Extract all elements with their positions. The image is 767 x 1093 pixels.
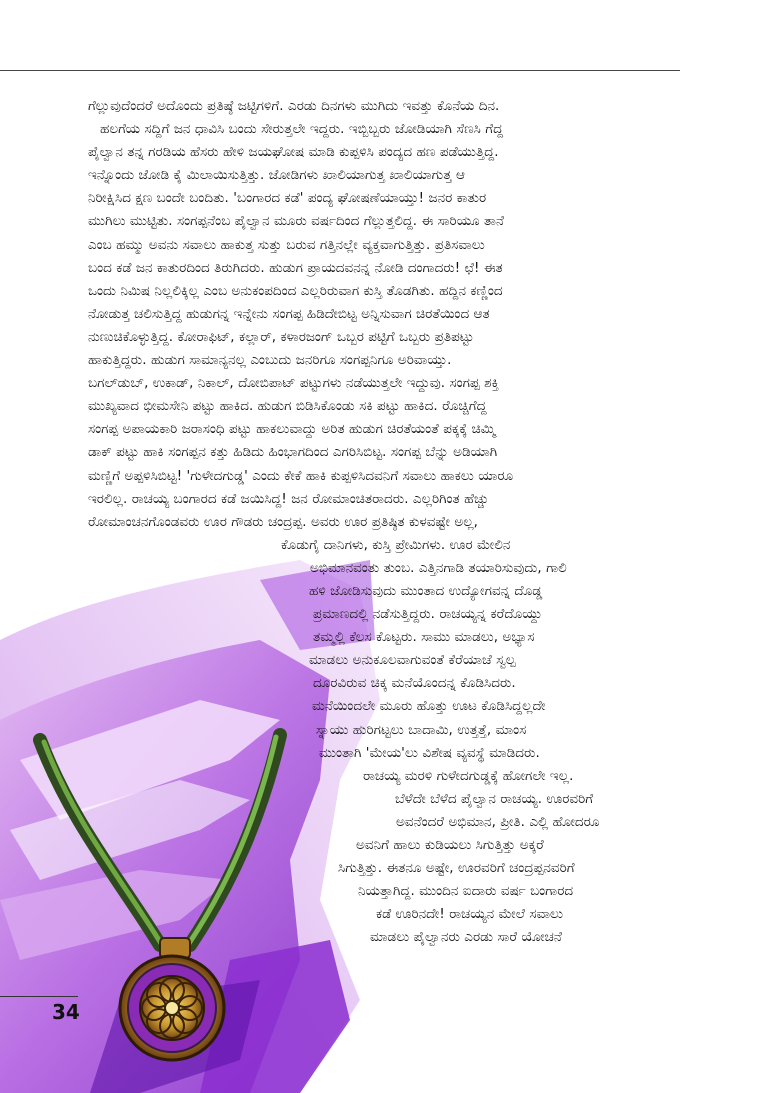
text-line: ಮುಗಿಲು ಮುಟ್ಟಿತು. ಸಂಗಪ್ಪನೆಂಬ ಪೈಲ್ವಾನ ಮೂರು ವರ್ಷದಿಂದ ಗೆಲ್ಲುತ್ತಲಿದ್ದ. ಈ ಸಾರಿಯೂ ತಾನೆ [88, 214, 505, 230]
text-line: ಅಭಿಮಾನವಂತು ತುಂಬ. ಎತ್ತಿನಗಾಡಿ ತಯಾರಿಸುವುದು, ಗಾಲಿ [310, 560, 567, 576]
text-line: ಕೊಡುಗೈ ದಾನಿಗಳು, ಕುಸ್ತಿ ಪ್ರೇಮಿಗಳು. ಊರ ಮೇಲಿನ [281, 537, 511, 553]
text-line: ಸ್ನಾಯು ಹುರಿಗಟ್ಟಲು ಬಾದಾಮಿ, ಉತ್ತತ್ತೆ, ಮಾಂಸ [316, 722, 527, 738]
text-line: ನೋಡುತ್ತ ಚಲಿಸುತ್ತಿದ್ದ ಹುಡುಗನ್ನ ಇನ್ನೇನು ಸಂಗಪ್ಪ ಹಿಡಿದೇಬಿಟ್ಟ ಅನ್ನಿಸುವಾಗ ಚಿರತೆಯಿಂದ ಆತ [88, 306, 490, 322]
page-number-rule [0, 996, 78, 997]
text-line: ದೂರವಿರುವ ಚಿಕ್ಕ ಮನೆಯೊಂದನ್ನ ಕೊಡಿಸಿದರು. [313, 676, 516, 692]
text-line: ಮಾಡಲು ಪೈಲ್ವಾನರು ಎರಡು ಸಾರೆ ಯೋಚನೆ [370, 930, 563, 946]
text-line: ನಿಯತ್ತಾಗಿದ್ದ. ಮುಂದಿನ ಐದಾರು ವರ್ಷ ಬಂಗಾರದ [358, 884, 574, 900]
text-line: ನಿರೀಕ್ಷಿಸಿದ ಕ್ಷಣ ಬಂದೇ ಬಂದಿತು. 'ಬಂಗಾರದ ಕಡೆ' ಪಂದ್ಯ ಘೋಷಣೆಯಾಯ್ತು! ಜನರ ಕಾತುರ [88, 191, 487, 207]
text-line: ನುಣುಚಿಕೊಳ್ಳುತ್ತಿದ್ದ. ಕೋರಾಫಿಟ್, ಕಲ್ಲಾರ್, ಕಳಾರಜಂಗ್ ಒಬ್ಬರ ಪಟ್ಟಿಗೆ ಒಬ್ಬರು ಪ್ರತಿಪಟ್ಟು [88, 329, 474, 345]
text-line: ಮನೆಯಿಂದಲೇ ಮೂರು ಹೊತ್ತು ಊಟ ಕೊಡಿಸಿದ್ದಲ್ಲದೇ [312, 699, 546, 715]
text-line: ಅವನಿಗೆ ಹಾಲು ಕುಡಿಯಲು ಸಿಗುತ್ತಿತ್ತು ಅಕ್ಕರೆ [356, 838, 544, 853]
text-line: ತಮ್ಮಲ್ಲಿ ಕೆಲಸ ಕೊಟ್ಟರು. ಸಾಮು ಮಾಡಲು, ಅಭ್ಯಾಸ [313, 630, 535, 646]
text-line: ರಾಚಯ್ಯ ಮರಳಿ ಗುಳೇದಗುಡ್ಡಕ್ಕೆ ಹೋಗಲೇ ಇಲ್ಲ. [363, 768, 574, 784]
text-line: ಗೆಲ್ಲುವುದೆಂದರೆ ಅದೊಂದು ಪ್ರತಿಷ್ಠೆ ಜಟ್ಟಿಗಳಿಗೆ. ಎರಡು ದಿನಗಳು ಮುಗಿದು ಇವತ್ತು ಕೊನೆಯ ದಿನ. [88, 99, 500, 114]
text-line: ಬಂದ ಕಡೆ ಜನ ಕಾತುರದಿಂದ ತಿರುಗಿದರು. ಹುಡುಗ ಪ್ರಾಯದವನನ್ನ ನೋಡಿ ದಂಗಾದರು! ಛೆ! ಈತ [88, 260, 503, 276]
text-line: ಬಗಲ್‌ಡುಬ್, ಉಕಾಡ್, ನಿಕಾಲ್, ದೋಬಿಪಾಟ್ ಪಟ್ಟುಗಳು ನಡೆಯುತ್ತಲೇ ಇದ್ದುವು. ಸಂಗಪ್ಪ ಶಕ್ತಿ [88, 376, 500, 392]
text-line: ಕಡೆ ಊರಿನದೇ! ರಾಚಯ್ಯನ ಮೇಲೆ ಸವಾಲು [376, 907, 564, 923]
text-line: ಎಂಬ ಹಮ್ಮು ಅವನು ಸವಾಲು ಹಾಕುತ್ತ ಸುತ್ತು ಬರುವ ಗತ್ತಿನಲ್ಲೇ ವ್ಯಕ್ತವಾಗುತ್ತಿತ್ತು. ಪ್ರತಿಸವಾಲು [88, 237, 485, 253]
text-line: ಹಳಿ ಜೋಡಿಸುವುದು ಮುಂತಾದ ಉದ್ಯೋಗವನ್ನ ದೊಡ್ಡ [309, 583, 543, 599]
text-line: ಒಂದು ನಿಮಿಷ ನಿಲ್ಲಲಿಕ್ಕಿಲ್ಲ ಎಂಬ ಅನುಕಂಪದಿಂದ ಎಲ್ಲರಿರುವಾಗ ಕುಸ್ತಿ ತೊಡಗಿತು. ಹದ್ದಿನ ಕಣ್ಣಿಂದ [88, 283, 503, 299]
text-line: ಇನ್ನೊಂದು ಜೋಡಿ ಕೈ ಮಿಲಾಯಿಸುತ್ತಿತ್ತು. ಜೋಡಿಗಳು ಖಾಲಿಯಾಗುತ್ತ ಖಾಲಿಯಾಗುತ್ತ ಆ [88, 168, 465, 184]
text-line: ಮಾಡಲು ಅನುಕೂಲವಾಗುವಂತೆ ಕೆರೆಯಾಚೆ ಸ್ವಲ್ಪ [309, 653, 516, 669]
text-line: ಸಂಗಪ್ಪ ಅಪಾಯಕಾರಿ ಜರಾಸಂಧಿ ಪಟ್ಟು ಹಾಕಲುವಾದ್ದು ಅರಿತ ಹುಡುಗ ಚಿರತೆಯಂತೆ ಪಕ್ಕಕ್ಕೆ ಚಿಮ್ಮಿ [88, 422, 496, 438]
text-line: ರೋಮಾಂಚನಗೊಂಡವರು ಊರ ಗೌಡರು ಚಂದ್ರಪ್ಪ. ಅವರು ಊರ ಪ್ರತಿಷ್ಠಿತ ಕುಳವಷ್ಟೇ ಅಲ್ಲ, [88, 514, 478, 530]
text-line: ಬೆಳೆದೇ ಬೆಳೆದ ಪೈಲ್ವಾನ ರಾಚಯ್ಯ. ಊರವರಿಗೆ [395, 791, 594, 807]
text-line: ಸಿಗುತ್ತಿತ್ತು. ಈತನೂ ಅಷ್ಟೇ, ಊರವರಿಗೆ ಚಂದ್ರಪ್ಪನವರಿಗೆ [338, 861, 575, 877]
text-line: ಪೈಲ್ವಾನ ತನ್ನ ಗರಡಿಯ ಹೆಸರು ಹೇಳಿ ಜಯಘೋಷ ಮಾಡಿ ಕುಪ್ಪಳಿಸಿ ಪಂದ್ಯದ ಹಣ ಪಡೆಯುತ್ತಿದ್ದ. [88, 145, 499, 161]
text-line: ಮಣ್ಣಿಗೆ ಅಪ್ಪಳಿಸಿಬಿಟ್ಟ! 'ಗುಳೇದಗುಡ್ಡ' ಎಂದು ಕೇಕೆ ಹಾಕಿ ಕುಪ್ಪಳಿಸಿದವನಿಗೆ ಸವಾಲು ಹಾಕಲು ಯಾರೂ [88, 468, 514, 484]
text-line: ಪ್ರಮಾಣದಲ್ಲಿ ನಡೆಸುತ್ತಿದ್ದರು. ರಾಚಯ್ಯನ್ನ ಕರೆದೊಯ್ದು [313, 607, 543, 623]
page-number: 34 [52, 1000, 80, 1024]
article-text [88, 95, 688, 949]
text-line: ಅವನೆಂದರೆ ಅಭಿಮಾನ, ಪ್ರೀತಿ. ಎಲ್ಲಿ ಹೋದರೂ [396, 814, 600, 830]
text-line: ಹಲಗೆಯ ಸದ್ದಿಗೆ ಜನ ಧಾವಿಸಿ ಬಂದು ಸೇರುತ್ತಲೇ ಇದ್ದರು. ಇಬ್ಬಿಬ್ಬರು ಜೋಡಿಯಾಗಿ ಸೆಣಸಿ ಗೆದ್ದ [100, 122, 504, 138]
text-line: ಡಾಕ್ ಪಟ್ಟು ಹಾಕಿ ಸಂಗಪ್ಪನ ಕತ್ತು ಹಿಡಿದು ಹಿಂಭಾಗದಿಂದ ಎಗರಿಸಿಬಿಟ್ಟ. ಸಂಗಪ್ಪ ಬೆನ್ನು ಅಡಿಯಾಗಿ [88, 445, 498, 461]
text-line: ಹಾಕುತ್ತಿದ್ದರು. ಹುಡುಗ ಸಾಮಾನ್ಯನಲ್ಲ ಎಂಬುದು ಜನರಿಗೂ ಸಂಗಪ್ಪನಿಗೂ ಅರಿವಾಯ್ತು. [88, 353, 452, 369]
text-line: ಇರಲಿಲ್ಲ. ರಾಚಯ್ಯ ಬಂಗಾರದ ಕಡೆ ಜಯಿಸಿದ್ದ! ಜನ ರೋಮಾಂಚಿತರಾದರು. ಎಲ್ಲರಿಗಿಂತ ಹೆಚ್ಚು [88, 491, 489, 507]
text-line: ಮುಖ್ಯವಾದ ಭೀಮಸೇನಿ ಪಟ್ಟು ಹಾಕಿದ. ಹುಡುಗ ಬಿಡಿಸಿಕೊಂಡು ಸಕಿ ಪಟ್ಟು ಹಾಕಿದ. ರೊಚ್ಚಿಗೆದ್ದ [88, 399, 487, 415]
text-line: ಮುಂತಾಗಿ 'ಮೇಯ'ಲು ವಿಶೇಷ ವ್ಯವಸ್ಥೆ ಮಾಡಿದರು. [319, 745, 540, 761]
